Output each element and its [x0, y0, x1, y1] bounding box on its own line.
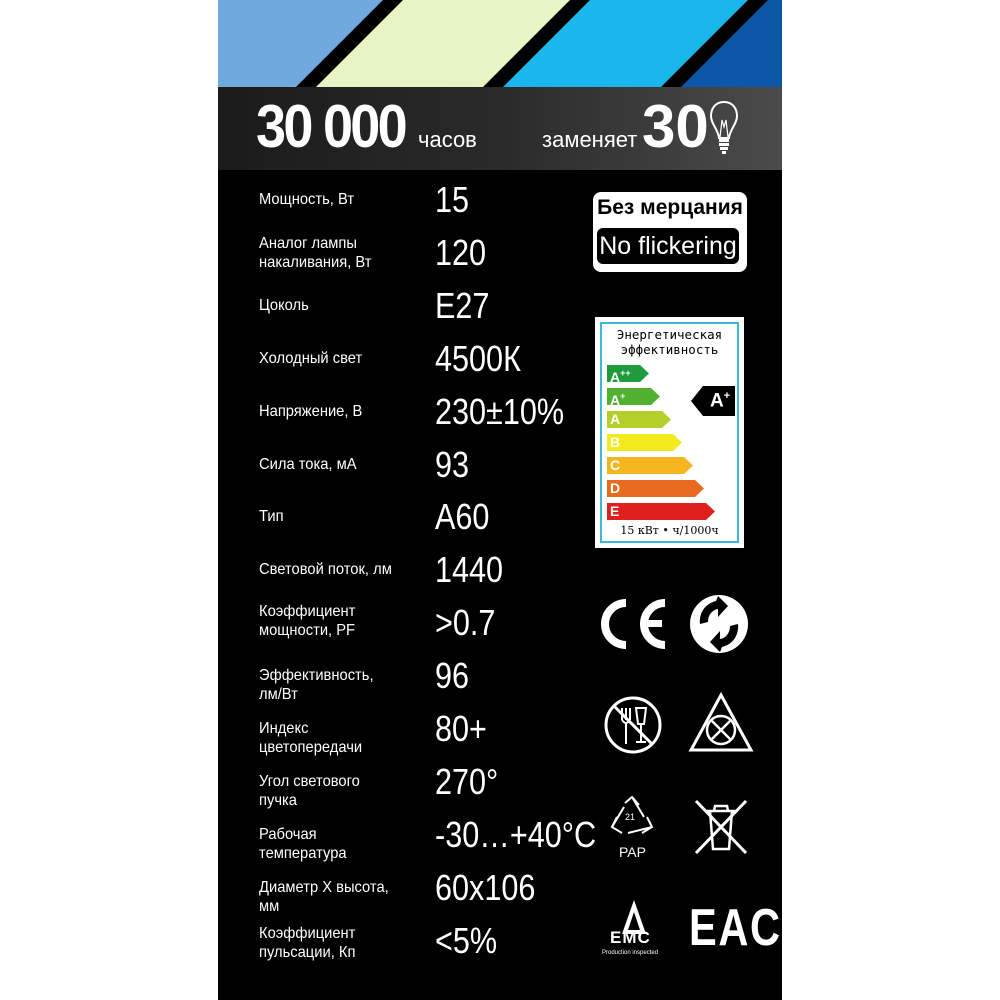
spec-row-power-factor — [218, 597, 598, 649]
spec-label: Диаметр Х высота, мм — [259, 879, 389, 915]
spec-value: >0.7 — [435, 602, 496, 643]
spec-row-current — [218, 439, 598, 491]
energy-label-frame — [600, 322, 739, 543]
spec-value: A60 — [435, 496, 490, 537]
spec-value: 80+ — [435, 708, 487, 749]
green-dot-icon — [688, 593, 750, 655]
not-food-safe-icon — [602, 694, 664, 756]
spec-row-cri — [218, 703, 598, 755]
energy-class-arrow — [607, 480, 704, 497]
crossed-bin-icon — [692, 797, 750, 857]
spec-label: Коэффициент пульсации, Кп — [259, 925, 356, 961]
spec-row-beam-angle — [218, 756, 598, 808]
energy-label-title: Энергетическая эффективность — [616, 327, 723, 357]
spec-label: Угол светового пучка — [259, 773, 360, 809]
spec-row-operating-temperature — [218, 809, 598, 861]
energy-class-bar — [607, 480, 704, 497]
no-flicker-en-text: No flickering — [597, 228, 739, 264]
spec-row-socket — [218, 280, 598, 332]
spec-label: Напряжение, В — [259, 403, 363, 420]
lifetime-hours-unit: часов — [418, 127, 477, 152]
product-info-panel — [218, 0, 782, 1000]
energy-consumption: 15 кВт • ч/1000ч — [620, 524, 719, 537]
spec-value: 1440 — [435, 549, 504, 590]
energy-rating-letter: A — [710, 390, 724, 412]
spec-label: Световой поток, лм — [259, 561, 392, 578]
spec-label: Эффективность, лм/Вт — [259, 667, 374, 703]
energy-class-bar — [607, 503, 715, 520]
spec-label: Коэффициент мощности, PF — [259, 603, 356, 639]
spec-row-dimensions — [218, 862, 598, 914]
energy-class-label: A — [610, 368, 621, 385]
energy-class-arrow — [607, 503, 715, 520]
spec-label: Тип — [259, 508, 284, 525]
spec-value: E27 — [435, 285, 490, 326]
spec-row-incandescent-equivalent — [218, 227, 598, 279]
spec-value: <5% — [435, 920, 498, 961]
energy-class-bar — [607, 457, 693, 474]
spec-row-power — [218, 174, 598, 226]
energy-class-label: C — [610, 457, 621, 473]
energy-class-label: A — [610, 391, 621, 408]
energy-class-label: E — [610, 503, 620, 519]
spec-value: 230±10% — [435, 391, 565, 432]
spec-value: 60x106 — [435, 867, 536, 908]
spec-label: Холодный свет — [259, 350, 363, 367]
energy-rating-value — [710, 390, 730, 412]
energy-class-label: D — [610, 480, 621, 496]
spec-value: -30…+40°C — [435, 814, 597, 855]
recycle-label: PAP — [619, 844, 646, 860]
recycle-code: 21 — [625, 812, 636, 822]
energy-class-sup: ++ — [620, 368, 631, 378]
no-flicker-badge — [593, 192, 747, 272]
spec-row-luminous-flux — [218, 544, 598, 596]
color-stripes — [218, 0, 782, 87]
spec-row-flicker-factor — [218, 915, 598, 967]
spec-label: Сила тока, мА — [259, 456, 357, 473]
emc-text: EMC — [610, 928, 651, 947]
spec-value: 270° — [435, 761, 499, 802]
energy-class-sup: + — [620, 391, 626, 401]
spec-value: 120 — [435, 232, 487, 273]
eac-mark-icon: EAC — [689, 899, 782, 957]
spec-row-efficacy — [218, 650, 598, 702]
energy-class-bar — [607, 365, 649, 385]
lightbulb-icon — [709, 100, 739, 156]
spec-label: Рабочая температура — [259, 826, 347, 862]
spec-value: 4500К — [435, 338, 521, 379]
energy-rating-sup: + — [723, 390, 731, 402]
spec-label: Мощность, Вт — [259, 191, 355, 208]
energy-class-bar — [607, 434, 682, 451]
energy-class-label: A — [610, 411, 621, 427]
no-flicker-ru-text: Без мерцания — [597, 196, 743, 219]
emc-subtext: Production inspected — [602, 950, 659, 956]
spec-label: Аналог лампы накаливания, Вт — [259, 235, 372, 271]
replaces-value: 30 — [642, 93, 709, 160]
replaces-label: заменяет — [542, 127, 638, 152]
spec-value: 96 — [435, 655, 470, 696]
spec-row-voltage — [218, 386, 598, 438]
hazard-triangle-icon — [688, 692, 754, 754]
spec-value: 93 — [435, 444, 470, 485]
energy-class-bar — [607, 388, 660, 408]
energy-class-label: B — [610, 434, 621, 450]
spec-row-type — [218, 491, 598, 543]
energy-efficiency-label — [595, 317, 744, 548]
spec-row-color-temperature — [218, 333, 598, 385]
spec-value: 15 — [435, 179, 470, 220]
lifetime-hours-value: 30 000 — [256, 93, 405, 160]
energy-class-bar — [607, 411, 671, 428]
ce-mark-icon — [595, 595, 667, 653]
spec-label: Индекс цветопередачи — [259, 720, 363, 756]
spec-label: Цоколь — [259, 297, 309, 314]
